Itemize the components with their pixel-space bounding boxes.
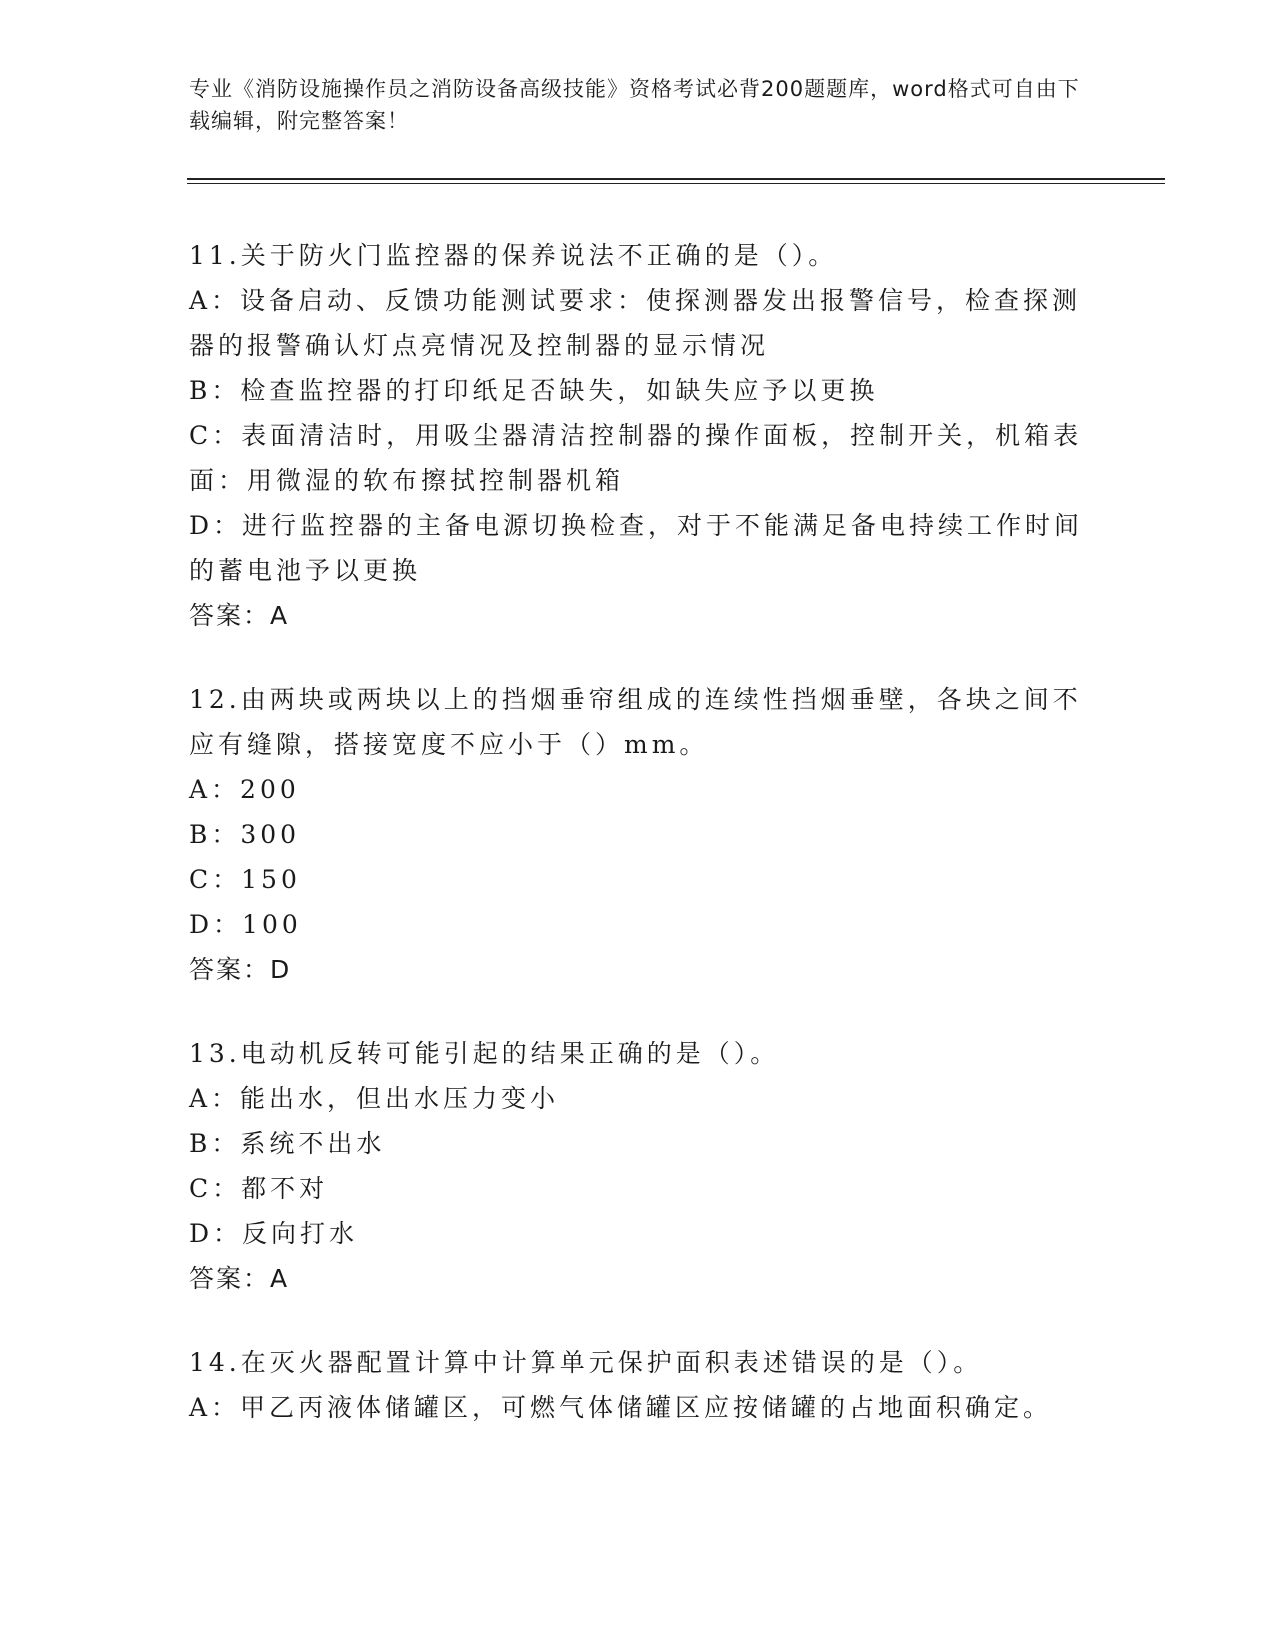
question-11 bbox=[189, 233, 1089, 638]
option-a: A：200 bbox=[189, 775, 300, 804]
document-header: 专业《消防设施操作员之消防设备高级技能》资格考试必背200题题库，word格式可自由下载编辑，附完整答案！ bbox=[189, 77, 1080, 133]
option-a: A：甲乙丙液体储罐区，可燃气体储罐区应按储罐的占地面积确定。 bbox=[189, 1393, 1053, 1422]
question-stem: 11.关于防火门监控器的保养说法不正确的是（）。 bbox=[189, 241, 838, 270]
question-stem: 14.在灭火器配置计算中计算单元保护面积表述错误的是（）。 bbox=[189, 1348, 983, 1377]
option-c: C：表面清洁时，用吸尘器清洁控制器的操作面板，控制开关，机箱表面：用微湿的软布擦拭控制器机箱 bbox=[189, 421, 1083, 495]
header-rule-thick bbox=[187, 178, 1165, 180]
option-d: D：进行监控器的主备电源切换检查，对于不能满足备电持续工作时间的蓄电池予以更换 bbox=[189, 511, 1084, 585]
option-d: D：反向打水 bbox=[189, 1219, 359, 1248]
answer: 答案：D bbox=[189, 955, 292, 984]
question-list bbox=[189, 233, 1089, 1469]
header-rule-thin bbox=[187, 183, 1165, 184]
option-a: A：设备启动、反馈功能测试要求：使探测器发出报警信号，检查探测器的报警确认灯点亮情况及控制器的显示情况 bbox=[189, 286, 1082, 360]
option-d: D：100 bbox=[189, 910, 302, 939]
option-c: C：都不对 bbox=[189, 1174, 329, 1203]
answer: 答案：A bbox=[189, 1264, 290, 1293]
question-12 bbox=[189, 677, 1089, 992]
question-stem: 13.电动机反转可能引起的结果正确的是（）。 bbox=[189, 1039, 780, 1068]
option-b: B：系统不出水 bbox=[189, 1129, 386, 1158]
option-c: C：150 bbox=[189, 865, 301, 894]
question-14 bbox=[189, 1340, 1089, 1430]
question-stem: 12.由两块或两块以上的挡烟垂帘组成的连续性挡烟垂壁，各块之间不应有缝隙，搭接宽度不应小于（）mm。 bbox=[189, 685, 1082, 759]
option-a: A：能出水，但出水压力变小 bbox=[189, 1084, 560, 1113]
option-b: B：检查监控器的打印纸足否缺失，如缺失应予以更换 bbox=[189, 376, 879, 405]
option-b: B：300 bbox=[189, 820, 301, 849]
answer: 答案：A bbox=[189, 601, 290, 630]
question-13 bbox=[189, 1031, 1089, 1301]
